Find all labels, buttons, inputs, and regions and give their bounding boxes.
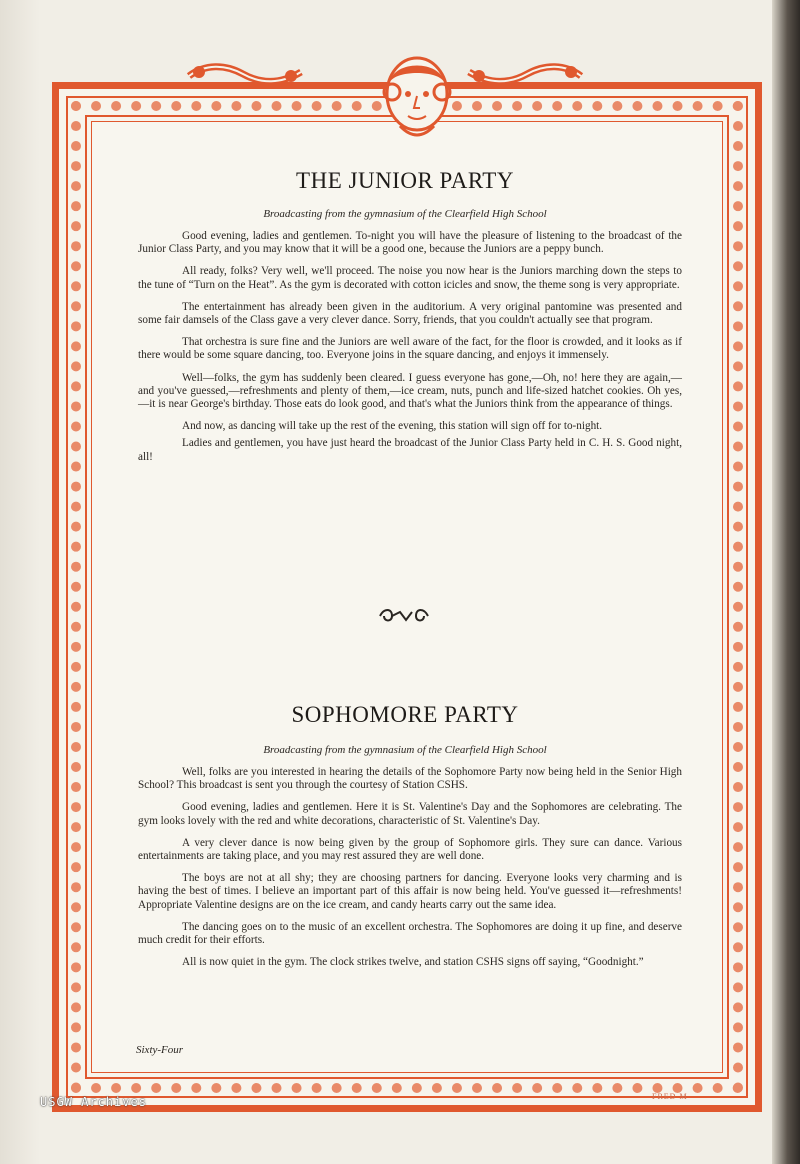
left-ribbon-ornament [185, 62, 305, 88]
right-ribbon-ornament [465, 62, 585, 88]
junior-party-subtitle: Broadcasting from the gymnasium of the Clearfield High School [263, 208, 547, 220]
sophomore-party-body [138, 766, 682, 978]
archive-watermark: USGW Archives [40, 1095, 147, 1109]
paragraph: A very clever dance is now being given by the group of Sophomore girls. They sure can dance. Various entertainments are taking place, and you may rest assured they are well done. [138, 836, 682, 863]
paragraph: The dancing goes on to the music of an excellent orchestra. The Sophomores are doing it up fine, and deserve much credit for their efforts. [138, 920, 682, 947]
paragraph: Well, folks are you interested in hearing the details of the Sophomore Party now being held in the Senior High School? This broadcast is sent you through the courtesy of Station CSHS. [138, 766, 682, 792]
junior-party-title: THE JUNIOR PARTY [296, 168, 514, 193]
paragraph: And now, as dancing will take up the rest of the evening, this station will sign off for to-night. [182, 420, 603, 433]
washington-head-ornament [372, 52, 462, 140]
artist-signature: FRED M [652, 1092, 688, 1101]
paragraph: The entertainment has already been given in the auditorium. A very original pantomine was presented and some fair damsels of the Class gave a very clever dance. Sorry, friends, that you couldn't actually see that program. [138, 300, 682, 327]
paragraph: Good evening, ladies and gentlemen. To-night you will have the pleasure of listening to the broadcast of the Junior Class Party, and you may know that it will be a good one, because the Juniors are a peppy bunch. [138, 230, 682, 256]
paragraph: Ladies and gentlemen, you have just heard the broadcast of the Junior Class Party held in C. H. S. Good night, all! [138, 437, 682, 463]
section-divider-ornament [376, 606, 432, 626]
book-spine-shadow [772, 0, 800, 1164]
paragraph: That orchestra is sure fine and the Juniors are well aware of the fact, for the floor is crowded, and it looks as if there would be some square dancing, too. Everyone joins in the square dancing, and enjoys it immensely. [138, 336, 682, 362]
paragraph: All ready, folks? Very well, we'll proceed. The noise you now hear is the Juniors marching down the steps to the tune of “Turn on the Heat”. As the gym is decorated with cotton icicles and snow, the theme song is very appropriate. [138, 265, 682, 291]
paragraph: All is now quiet in the gym. The clock strikes twelve, and station CSHS signs off saying, “Goodnight.” [182, 956, 644, 969]
junior-party-body [138, 230, 682, 473]
page-left-shading [0, 0, 40, 1164]
paragraph: Good evening, ladies and gentlemen. Here it is St. Valentine's Day and the Sophomores are celebrating. The gym looks lovely with the red and white decorations, characteristic of St. Valentine's Day. [138, 801, 682, 827]
paragraph: Well—folks, the gym has suddenly been cleared. I guess everyone has gone,—Oh, no! here they are again,—and you've guessed,—refreshments and plenty of them,—ice cream, nuts, punch and life-sized hatchet cookies. Oh yes,—it is near George's birthday. Those eats do look good, and that's what the Juniors think from the appearance of things. [138, 371, 682, 411]
sophomore-party-title: SOPHOMORE PARTY [291, 702, 519, 727]
sophomore-party-subtitle: Broadcasting from the gymnasium of the Clearfield High School [263, 744, 547, 756]
page-number: Sixty-Four [136, 1044, 184, 1056]
paragraph: The boys are not at all shy; they are choosing partners for dancing. Everyone looks very charming and is having the best of times. I believe an important part of this affair is now being held. You've guessed it—refreshments! Appropriate Valentine designs are on the ice cream, and candy hearts carry out the same idea. [138, 872, 682, 911]
